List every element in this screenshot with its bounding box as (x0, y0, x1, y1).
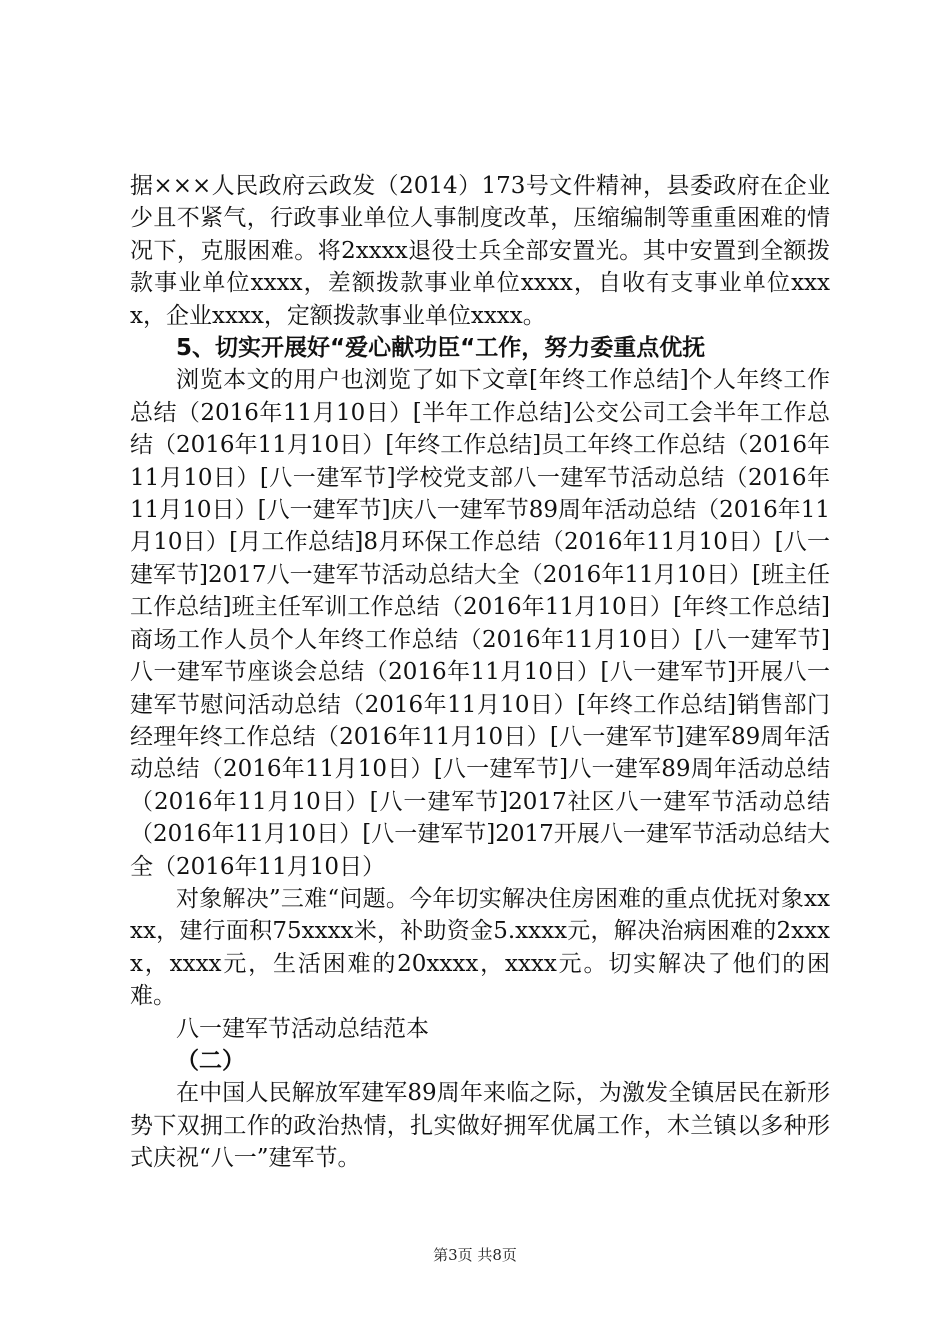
page-footer: 第3页 共8页 (433, 1246, 517, 1264)
section-heading-5: 5、切实开展好“爱心献功臣“工作，努力委重点优抚 (176, 335, 706, 362)
paragraph-related-articles: 浏览本文的用户也浏览了如下文章[年终工作总结]个人年终工作总结（2016年11月10日）[半年工作总结]公交公司工会半年工作总结（2016年11月10日）[年终工作总结]员工年终工作总结（2016年11月10日）[八一建军节]学校党支部八一建军节活动总结（2016年11月10日）[八一建军节]庆八一建军节89周年活动总结（2016年11月10日）[月工作总结]8月环保工作总结（2016年11月10日）[八一建军节]2017八一建军节活动总结大全（2016年11月10日）[班主任工作总结]班主任军训工作总结（2016年11月10日）[年终工作总结]商场工作人员个人年终工作总结（2016年11月10日）[八一建军节]八一建军节座谈会总结（2016年11月10日）[八一建军节]开展八一建军节慰问活动总结（2016年11月10日）[年终工作总结]销售部门经理年终工作总结（2016年11月10日）[八一建军节]建军89周年活动总结（2016年11月10日）[八一建军节]八一建军89周年活动总结（2016年11月10日）[八一建军节]2017社区八一建军节活动总结（2016年11月10日）[八一建军节]2017开展八一建军节活动总结大全（2016年11月10日） (130, 367, 830, 880)
paragraph-resettlement: 据×××人民政府云政发（2014）173号文件精神，县委政府在企业少且不紧气，行政事业单位人事制度改革，压缩编制等重重困难的情况下，克服困难。将2xxxx退役士兵全部安置光。其中安置到全额拨款事业单位xxxx，差额拨款事业单位xxxx，自收有支事业单位xxxx，企业xxxx，定额拨款事业单位xxxx。 (130, 173, 830, 329)
section-number-2: （二） (176, 1047, 245, 1074)
paragraph-template-title: 八一建军节活动总结范本 (176, 1015, 429, 1042)
paragraph-mulan-town: 在中国人民解放军建军89周年来临之际，为激发全镇居民在新形势下双拥工作的政治热情，扎实做好拥军优属工作，木兰镇以多种形式庆祝“八一”建军节。 (130, 1080, 830, 1172)
document-body (130, 170, 830, 1175)
paragraph-three-difficulties: 对象解决”三难“问题。今年切实解决住房困难的重点优抚对象xxxx，建行面积75xxxx米，补助资金5.xxxx元，解决治病困难的2xxxx，xxxx元，生活困难的20xxxx，xxxx元。切实解决了他们的困难。 (130, 885, 830, 1010)
